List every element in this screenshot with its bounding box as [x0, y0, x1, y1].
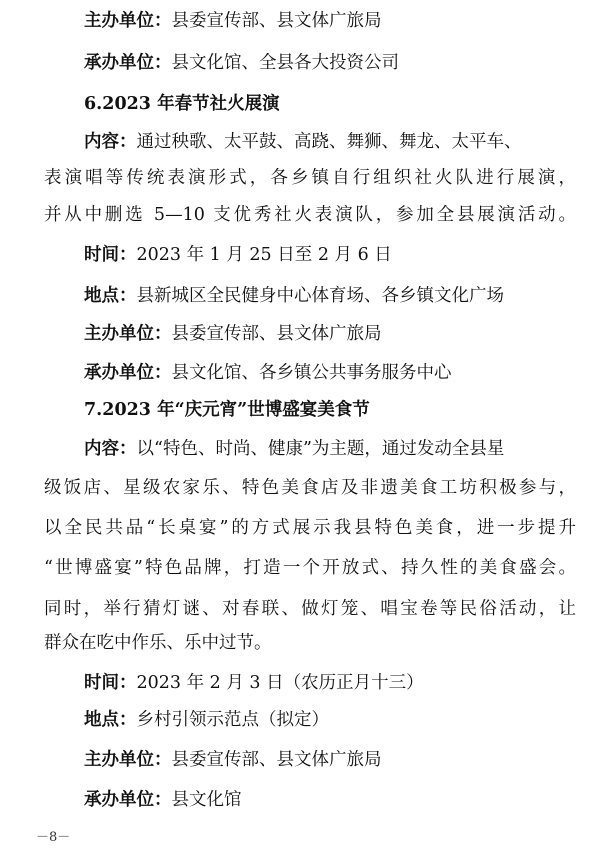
host-unit-label: 主办单位： — [84, 750, 172, 770]
host-unit-value: 县委宣传部、县文体广旅局 — [171, 324, 382, 344]
content-label: 内容： — [84, 132, 137, 152]
undertake-unit-line — [84, 788, 614, 812]
time-line — [84, 671, 614, 695]
host-unit-line — [84, 9, 614, 33]
content-label: 内容： — [84, 439, 137, 459]
section-heading-7: 7.2023 年“庆元宵”世博盛宴美食节 — [84, 400, 370, 420]
content-text: 以“特色、时尚、健康”为主题，通过发动全县星 — [136, 439, 505, 459]
host-unit-line — [84, 322, 614, 346]
host-unit-label: 主办单位： — [84, 11, 172, 31]
host-unit-value: 县委宣传部、县文体广旅局 — [171, 11, 382, 31]
host-unit-line — [84, 748, 614, 772]
undertake-unit-label: 承办单位： — [84, 790, 172, 810]
content-text: 通过秧歌、太平鼓、高跷、舞狮、舞龙、太平车、 — [136, 132, 522, 152]
place-label: 地点： — [84, 286, 137, 306]
content-line: 以全民共品“长桌宴”的方式展示我县特色美食，进一步提升 — [44, 518, 576, 538]
undertake-unit-value: 县文化馆 — [171, 790, 242, 810]
time-value: 2023 年 1 月 25 日至 2 月 6 日 — [136, 245, 392, 265]
undertake-unit-value: 县文化馆、全县各大投资公司 — [171, 53, 399, 73]
host-unit-label: 主办单位： — [84, 324, 172, 344]
content-line: “世博盛宴”特色品牌，打造一个开放式、持久性的美食盛会。 — [44, 558, 576, 578]
place-label: 地点： — [84, 710, 137, 730]
content-line — [84, 437, 614, 461]
time-value: 2023 年 2 月 3 日（农历正月十三） — [136, 673, 424, 693]
place-value: 乡村引领示范点（拟定） — [136, 710, 329, 730]
undertake-unit-label: 承办单位： — [84, 363, 172, 383]
time-label: 时间： — [84, 673, 137, 693]
undertake-unit-line — [84, 361, 614, 385]
content-line: 表演唱等传统表演形式，各乡镇自行组织社火队进行展演， — [44, 168, 576, 188]
content-line: 群众在吃中作乐、乐中过节。 — [44, 633, 272, 653]
section-heading-6: 6.2023 年春节社火展演 — [84, 94, 280, 114]
undertake-unit-label: 承办单位： — [84, 53, 172, 73]
undertake-unit-line — [84, 51, 614, 75]
content-line: 并从中删选 5—10 支优秀社火表演队，参加全县展演活动。 — [44, 205, 576, 225]
time-line — [84, 243, 614, 267]
host-unit-value: 县委宣传部、县文体广旅局 — [171, 750, 382, 770]
undertake-unit-value: 县文化馆、各乡镇公共事务服务中心 — [171, 363, 452, 383]
place-line — [84, 708, 614, 732]
content-line: 级饭店、星级农家乐、特色美食店及非遗美食工坊积极参与， — [44, 478, 576, 498]
place-value: 县新城区全民健身中心体育场、各乡镇文化广场 — [136, 286, 504, 306]
time-label: 时间： — [84, 245, 137, 265]
place-line — [84, 284, 614, 308]
content-line — [84, 130, 614, 154]
page-number: －8－ — [36, 830, 71, 845]
content-line: 同时，举行猜灯谜、对春联、做灯笼、唱宝卷等民俗活动，让 — [44, 599, 576, 619]
